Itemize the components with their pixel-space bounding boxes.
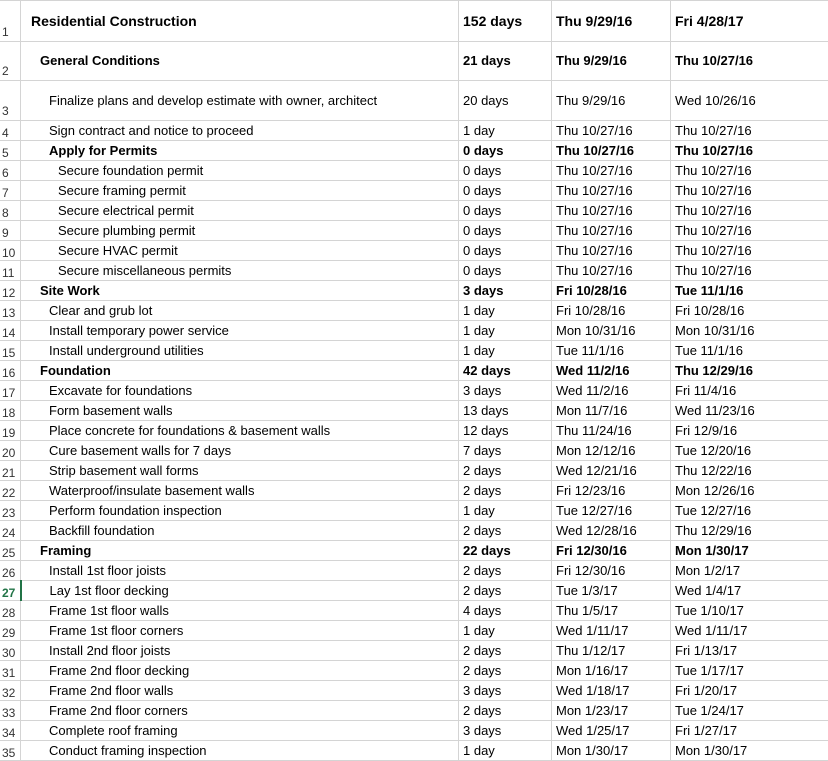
start-date-cell[interactable]: Thu 10/27/16	[552, 241, 671, 261]
table-row	[0, 261, 828, 281]
start-date-cell[interactable]: Tue 1/3/17	[552, 581, 671, 601]
duration-cell[interactable]: 22 days	[459, 541, 552, 561]
duration-cell[interactable]: 2 days	[459, 461, 552, 481]
finish-date-cell[interactable]: Fri 12/9/16	[671, 421, 828, 441]
table-row	[0, 521, 828, 541]
duration-cell[interactable]: 0 days	[459, 201, 552, 221]
table-row	[0, 121, 828, 141]
duration-cell[interactable]: 1 day	[459, 341, 552, 361]
row-number[interactable]: 14	[0, 321, 21, 341]
row-number[interactable]: 2	[0, 42, 21, 81]
finish-date-cell[interactable]: Wed 1/11/17	[671, 621, 828, 641]
finish-date-cell[interactable]: Thu 10/27/16	[671, 241, 828, 261]
duration-cell[interactable]: 152 days	[459, 1, 552, 42]
finish-date-cell[interactable]: Mon 1/30/17	[671, 541, 828, 561]
start-date-cell[interactable]: Mon 12/12/16	[552, 441, 671, 461]
task-name-cell[interactable]: Secure plumbing permit	[21, 221, 459, 241]
table-row	[0, 1, 828, 42]
task-name-cell[interactable]: Finalize plans and develop estimate with owner, architect	[21, 81, 459, 121]
finish-date-cell[interactable]: Mon 12/26/16	[671, 481, 828, 501]
table-row	[0, 481, 828, 501]
start-date-cell[interactable]: Mon 1/16/17	[552, 661, 671, 681]
finish-date-cell[interactable]: Thu 10/27/16	[671, 121, 828, 141]
finish-date-cell[interactable]: Thu 10/27/16	[671, 161, 828, 181]
start-date-cell[interactable]: Wed 1/18/17	[552, 681, 671, 701]
table-row	[0, 601, 828, 621]
table-row	[0, 661, 828, 681]
table-row	[0, 441, 828, 461]
finish-date-cell[interactable]: Wed 10/26/16	[671, 81, 828, 121]
table-row	[0, 541, 828, 561]
row-number[interactable]: 25	[0, 541, 21, 561]
table-row	[0, 561, 828, 581]
table-row	[0, 141, 828, 161]
finish-date-cell[interactable]: Tue 1/10/17	[671, 601, 828, 621]
finish-date-cell[interactable]: Fri 10/28/16	[671, 301, 828, 321]
finish-date-cell[interactable]: Mon 1/30/17	[671, 741, 828, 761]
finish-date-cell[interactable]: Tue 12/27/16	[671, 501, 828, 521]
task-name-cell[interactable]: Apply for Permits	[21, 141, 459, 161]
table-row	[0, 581, 828, 601]
duration-cell[interactable]: 2 days	[459, 641, 552, 661]
table-row	[0, 361, 828, 381]
task-name-cell[interactable]: Excavate for foundations	[21, 381, 459, 401]
finish-date-cell[interactable]: Thu 12/22/16	[671, 461, 828, 481]
table-row	[0, 81, 828, 121]
task-name-cell[interactable]: Clear and grub lot	[21, 301, 459, 321]
table-row	[0, 201, 828, 221]
start-date-cell[interactable]: Wed 11/2/16	[552, 361, 671, 381]
task-name-cell[interactable]: Backfill foundation	[21, 521, 459, 541]
start-date-cell[interactable]: Wed 11/2/16	[552, 381, 671, 401]
table-row	[0, 641, 828, 661]
row-number[interactable]: 9	[0, 221, 21, 241]
row-number[interactable]: 30	[0, 641, 21, 661]
finish-date-cell[interactable]: Fri 11/4/16	[671, 381, 828, 401]
row-number[interactable]: 18	[0, 401, 21, 421]
task-name-cell[interactable]: Foundation	[21, 361, 459, 381]
table-row	[0, 301, 828, 321]
task-name-cell[interactable]: Lay 1st floor decking	[21, 581, 459, 601]
duration-cell[interactable]: 0 days	[459, 161, 552, 181]
task-name-cell[interactable]: Framing	[21, 541, 459, 561]
row-number[interactable]: 24	[0, 521, 21, 541]
start-date-cell[interactable]: Wed 1/11/17	[552, 621, 671, 641]
duration-cell[interactable]: 2 days	[459, 661, 552, 681]
start-date-cell[interactable]: Mon 1/23/17	[552, 701, 671, 721]
finish-date-cell[interactable]: Fri 4/28/17	[671, 1, 828, 42]
row-number[interactable]: 23	[0, 501, 21, 521]
start-date-cell[interactable]: Thu 10/27/16	[552, 141, 671, 161]
row-number[interactable]: 21	[0, 461, 21, 481]
duration-cell[interactable]: 0 days	[459, 181, 552, 201]
duration-cell[interactable]: 1 day	[459, 621, 552, 641]
task-name-cell[interactable]: Frame 2nd floor decking	[21, 661, 459, 681]
row-number[interactable]: 28	[0, 601, 21, 621]
table-row	[0, 181, 828, 201]
row-number[interactable]: 7	[0, 181, 21, 201]
row-number[interactable]: 16	[0, 361, 21, 381]
row-number[interactable]: 31	[0, 661, 21, 681]
duration-cell[interactable]: 21 days	[459, 42, 552, 81]
row-number[interactable]: 32	[0, 681, 21, 701]
start-date-cell[interactable]: Fri 12/30/16	[552, 541, 671, 561]
table-row	[0, 621, 828, 641]
start-date-cell[interactable]: Thu 10/27/16	[552, 161, 671, 181]
start-date-cell[interactable]: Thu 9/29/16	[552, 42, 671, 81]
task-name-cell[interactable]: Residential Construction	[21, 1, 459, 42]
duration-cell[interactable]: 0 days	[459, 241, 552, 261]
start-date-cell[interactable]: Fri 10/28/16	[552, 281, 671, 301]
task-name-cell[interactable]: Waterproof/insulate basement walls	[21, 481, 459, 501]
table-row	[0, 281, 828, 301]
task-name-cell[interactable]: Form basement walls	[21, 401, 459, 421]
table-row	[0, 42, 828, 81]
finish-date-cell[interactable]: Tue 11/1/16	[671, 281, 828, 301]
table-row	[0, 221, 828, 241]
start-date-cell[interactable]: Thu 10/27/16	[552, 181, 671, 201]
row-number[interactable]: 19	[0, 421, 21, 441]
table-row	[0, 681, 828, 701]
finish-date-cell[interactable]: Wed 11/23/16	[671, 401, 828, 421]
row-number[interactable]: 10	[0, 241, 21, 261]
table-row	[0, 721, 828, 741]
table-row	[0, 401, 828, 421]
start-date-cell[interactable]: Tue 12/27/16	[552, 501, 671, 521]
row-number[interactable]: 5	[0, 141, 21, 161]
start-date-cell[interactable]: Wed 1/25/17	[552, 721, 671, 741]
table-row	[0, 501, 828, 521]
task-name-cell[interactable]: Site Work	[21, 281, 459, 301]
finish-date-cell[interactable]: Thu 12/29/16	[671, 361, 828, 381]
finish-date-cell[interactable]: Thu 10/27/16	[671, 141, 828, 161]
task-name-cell[interactable]: Secure HVAC permit	[21, 241, 459, 261]
task-name-cell[interactable]: Secure electrical permit	[21, 201, 459, 221]
row-number[interactable]: 33	[0, 701, 21, 721]
task-name-cell[interactable]: Install temporary power service	[21, 321, 459, 341]
finish-date-cell[interactable]: Thu 10/27/16	[671, 42, 828, 81]
duration-cell[interactable]: 3 days	[459, 281, 552, 301]
row-number[interactable]: 26	[0, 561, 21, 581]
duration-cell[interactable]: 0 days	[459, 221, 552, 241]
duration-cell[interactable]: 42 days	[459, 361, 552, 381]
row-number[interactable]: 20	[0, 441, 21, 461]
finish-date-cell[interactable]: Tue 11/1/16	[671, 341, 828, 361]
row-number[interactable]: 29	[0, 621, 21, 641]
task-name-cell[interactable]: Install underground utilities	[21, 341, 459, 361]
task-name-cell[interactable]: General Conditions	[21, 42, 459, 81]
task-table-body	[0, 1, 828, 761]
task-name-cell[interactable]: Sign contract and notice to proceed	[21, 121, 459, 141]
duration-cell[interactable]: 20 days	[459, 81, 552, 121]
duration-cell[interactable]: 2 days	[459, 481, 552, 501]
task-name-cell[interactable]: Frame 2nd floor walls	[21, 681, 459, 701]
duration-cell[interactable]: 3 days	[459, 721, 552, 741]
duration-cell[interactable]: 0 days	[459, 261, 552, 281]
finish-date-cell[interactable]: Fri 1/13/17	[671, 641, 828, 661]
start-date-cell[interactable]: Thu 11/24/16	[552, 421, 671, 441]
duration-cell[interactable]: 0 days	[459, 141, 552, 161]
task-name-cell[interactable]: Frame 1st floor walls	[21, 601, 459, 621]
start-date-cell[interactable]: Tue 11/1/16	[552, 341, 671, 361]
row-number[interactable]: 22	[0, 481, 21, 501]
table-row	[0, 241, 828, 261]
row-number[interactable]: 12	[0, 281, 21, 301]
finish-date-cell[interactable]: Thu 10/27/16	[671, 181, 828, 201]
task-name-cell[interactable]: Secure foundation permit	[21, 161, 459, 181]
finish-date-cell[interactable]: Mon 10/31/16	[671, 321, 828, 341]
table-row	[0, 381, 828, 401]
finish-date-cell[interactable]: Mon 1/2/17	[671, 561, 828, 581]
table-row	[0, 461, 828, 481]
row-number[interactable]: 35	[0, 741, 21, 761]
start-date-cell[interactable]: Thu 10/27/16	[552, 261, 671, 281]
task-name-cell[interactable]: Secure miscellaneous permits	[21, 261, 459, 281]
finish-date-cell[interactable]: Wed 1/4/17	[671, 581, 828, 601]
duration-cell[interactable]: 3 days	[459, 681, 552, 701]
row-number[interactable]: 1	[0, 1, 21, 42]
table-row	[0, 161, 828, 181]
finish-date-cell[interactable]: Fri 1/20/17	[671, 681, 828, 701]
row-number[interactable]: 4	[0, 121, 21, 141]
start-date-cell[interactable]: Fri 10/28/16	[552, 301, 671, 321]
row-number[interactable]: 13	[0, 301, 21, 321]
start-date-cell[interactable]: Thu 9/29/16	[552, 1, 671, 42]
task-name-cell[interactable]: Strip basement wall forms	[21, 461, 459, 481]
table-row	[0, 421, 828, 441]
duration-cell[interactable]: 2 days	[459, 521, 552, 541]
row-number[interactable]: 11	[0, 261, 21, 281]
task-name-cell[interactable]: Install 1st floor joists	[21, 561, 459, 581]
duration-cell[interactable]: 2 days	[459, 561, 552, 581]
start-date-cell[interactable]: Thu 1/5/17	[552, 601, 671, 621]
duration-cell[interactable]: 2 days	[459, 581, 552, 601]
start-date-cell[interactable]: Mon 10/31/16	[552, 321, 671, 341]
task-name-cell[interactable]: Frame 1st floor corners	[21, 621, 459, 641]
row-number[interactable]: 17	[0, 381, 21, 401]
finish-date-cell[interactable]: Tue 1/24/17	[671, 701, 828, 721]
task-name-cell[interactable]: Place concrete for foundations & basement walls	[21, 421, 459, 441]
task-name-cell[interactable]: Cure basement walls for 7 days	[21, 441, 459, 461]
duration-cell[interactable]: 1 day	[459, 321, 552, 341]
row-number[interactable]: 15	[0, 341, 21, 361]
table-row	[0, 701, 828, 721]
start-date-cell[interactable]: Wed 12/28/16	[552, 521, 671, 541]
start-date-cell[interactable]: Thu 10/27/16	[552, 221, 671, 241]
finish-date-cell[interactable]: Thu 10/27/16	[671, 261, 828, 281]
duration-cell[interactable]: 1 day	[459, 121, 552, 141]
row-number[interactable]: 3	[0, 81, 21, 121]
task-name-cell[interactable]: Frame 2nd floor corners	[21, 701, 459, 721]
finish-date-cell[interactable]: Thu 12/29/16	[671, 521, 828, 541]
start-date-cell[interactable]: Mon 11/7/16	[552, 401, 671, 421]
start-date-cell[interactable]: Fri 12/23/16	[552, 481, 671, 501]
duration-cell[interactable]: 12 days	[459, 421, 552, 441]
start-date-cell[interactable]: Thu 10/27/16	[552, 201, 671, 221]
start-date-cell[interactable]: Thu 1/12/17	[552, 641, 671, 661]
start-date-cell[interactable]: Fri 12/30/16	[552, 561, 671, 581]
start-date-cell[interactable]: Mon 1/30/17	[552, 741, 671, 761]
task-name-cell[interactable]: Install 2nd floor joists	[21, 641, 459, 661]
duration-cell[interactable]: 7 days	[459, 441, 552, 461]
table-row	[0, 341, 828, 361]
task-name-cell[interactable]: Perform foundation inspection	[21, 501, 459, 521]
finish-date-cell[interactable]: Thu 10/27/16	[671, 221, 828, 241]
duration-cell[interactable]: 4 days	[459, 601, 552, 621]
duration-cell[interactable]: 1 day	[459, 301, 552, 321]
task-name-cell[interactable]: Complete roof framing	[21, 721, 459, 741]
duration-cell[interactable]: 2 days	[459, 701, 552, 721]
row-number[interactable]: 8	[0, 201, 21, 221]
task-name-cell[interactable]: Conduct framing inspection	[21, 741, 459, 761]
duration-cell[interactable]: 1 day	[459, 501, 552, 521]
task-name-cell[interactable]: Secure framing permit	[21, 181, 459, 201]
row-number[interactable]: 34	[0, 721, 21, 741]
start-date-cell[interactable]: Wed 12/21/16	[552, 461, 671, 481]
duration-cell[interactable]: 3 days	[459, 381, 552, 401]
duration-cell[interactable]: 1 day	[459, 741, 552, 761]
row-number[interactable]: 27	[0, 581, 21, 601]
row-number[interactable]: 6	[0, 161, 21, 181]
finish-date-cell[interactable]: Fri 1/27/17	[671, 721, 828, 741]
finish-date-cell[interactable]: Tue 12/20/16	[671, 441, 828, 461]
finish-date-cell[interactable]: Thu 10/27/16	[671, 201, 828, 221]
start-date-cell[interactable]: Thu 10/27/16	[552, 121, 671, 141]
start-date-cell[interactable]: Thu 9/29/16	[552, 81, 671, 121]
finish-date-cell[interactable]: Tue 1/17/17	[671, 661, 828, 681]
duration-cell[interactable]: 13 days	[459, 401, 552, 421]
table-row	[0, 321, 828, 341]
